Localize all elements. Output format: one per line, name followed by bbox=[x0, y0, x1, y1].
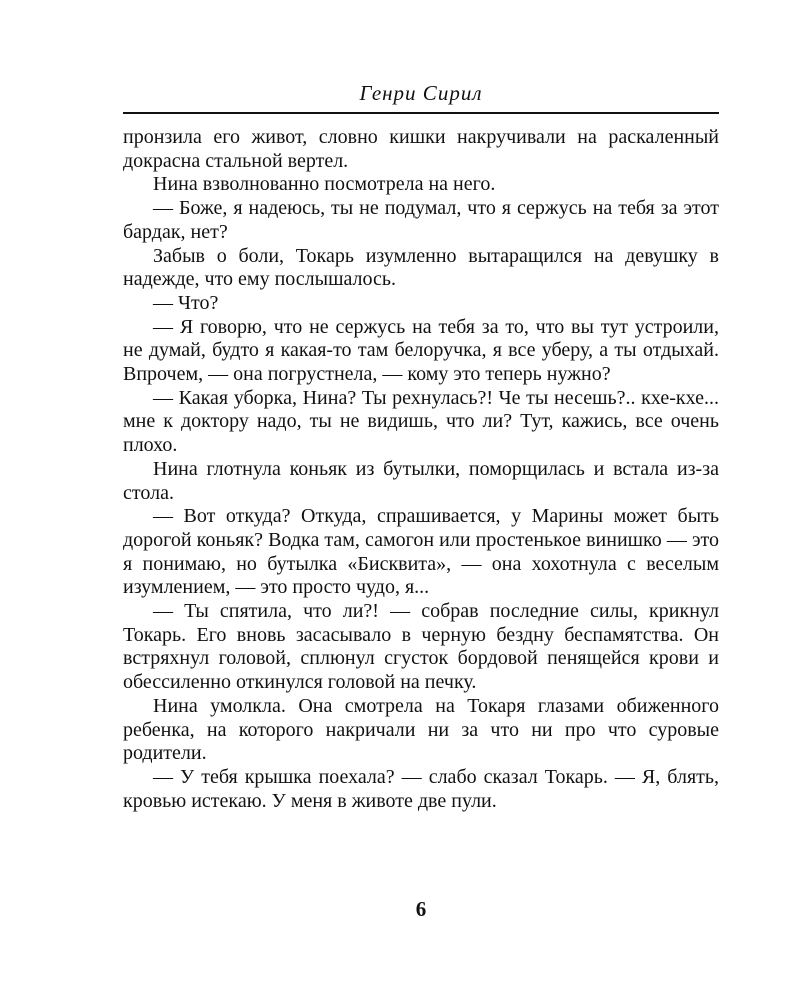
running-header: Генри Сирил bbox=[359, 81, 483, 105]
paragraph: Нина глотнула коньяк из бутылки, поморщилась и встала из-за стола. bbox=[123, 457, 719, 504]
page-number: 6 bbox=[415, 897, 427, 921]
paragraph: пронзила его живот, словно кишки накручивали на раскаленный докрасна стальной вертел. bbox=[123, 126, 719, 172]
paragraph: — У тебя крышка поехала? — слабо сказал Токарь. — Я, блять, кровью истекаю. У меня в животе две пули. bbox=[123, 765, 719, 812]
header-rule bbox=[123, 112, 719, 114]
body-text bbox=[123, 126, 719, 813]
paragraph: — Я говорю, что не сержусь на тебя за то, что вы тут устроили, не думай, будто я какая-то там белоручка, я все уберу, а ты отдыхай. Впрочем, — она погрустнела, — кому это теперь нужно? bbox=[123, 315, 719, 386]
paragraph: Нина взволнованно посмотрела на него. bbox=[153, 173, 496, 196]
paragraph: Забыв о боли, Токарь изумленно вытаращился на девушку в надежде, что ему послышалось. bbox=[123, 244, 719, 291]
paragraph: — Боже, я надеюсь, ты не подумал, что я сержусь на тебя за этот бардак, нет? bbox=[123, 197, 719, 243]
paragraph: — Вот откуда? Откуда, спрашивается, у Марины может быть дорогой коньяк? Водка там, самогон или простенькое винишко — это я понимаю, но бутылка «Бисквита», — она хохотнула с веселым изумлением, — это просто чудо, я... bbox=[123, 505, 719, 599]
paragraph: — Ты спятила, что ли?! — собрав последние силы, крикнул Токарь. Его вновь засасывало в черную бездну беспамятства. Он встряхнул головой, сплюнул сгусток бордовой пенящейся крови и обессиленно откинулся головой на печку. bbox=[123, 600, 719, 694]
paragraph: — Какая уборка, Нина? Ты рехнулась?! Че ты несешь?.. кхе-кхе... мне к доктору надо, ты не видишь, что ли? Тут, кажись, все очень плохо. bbox=[123, 386, 719, 457]
paragraph: Нина умолкла. Она смотрела на Токаря глазами обиженного ребенка, на которого накричали ни за что ни про что суровые родители. bbox=[123, 694, 719, 765]
paragraph: — Что? bbox=[153, 291, 219, 314]
book-page bbox=[123, 0, 719, 1000]
